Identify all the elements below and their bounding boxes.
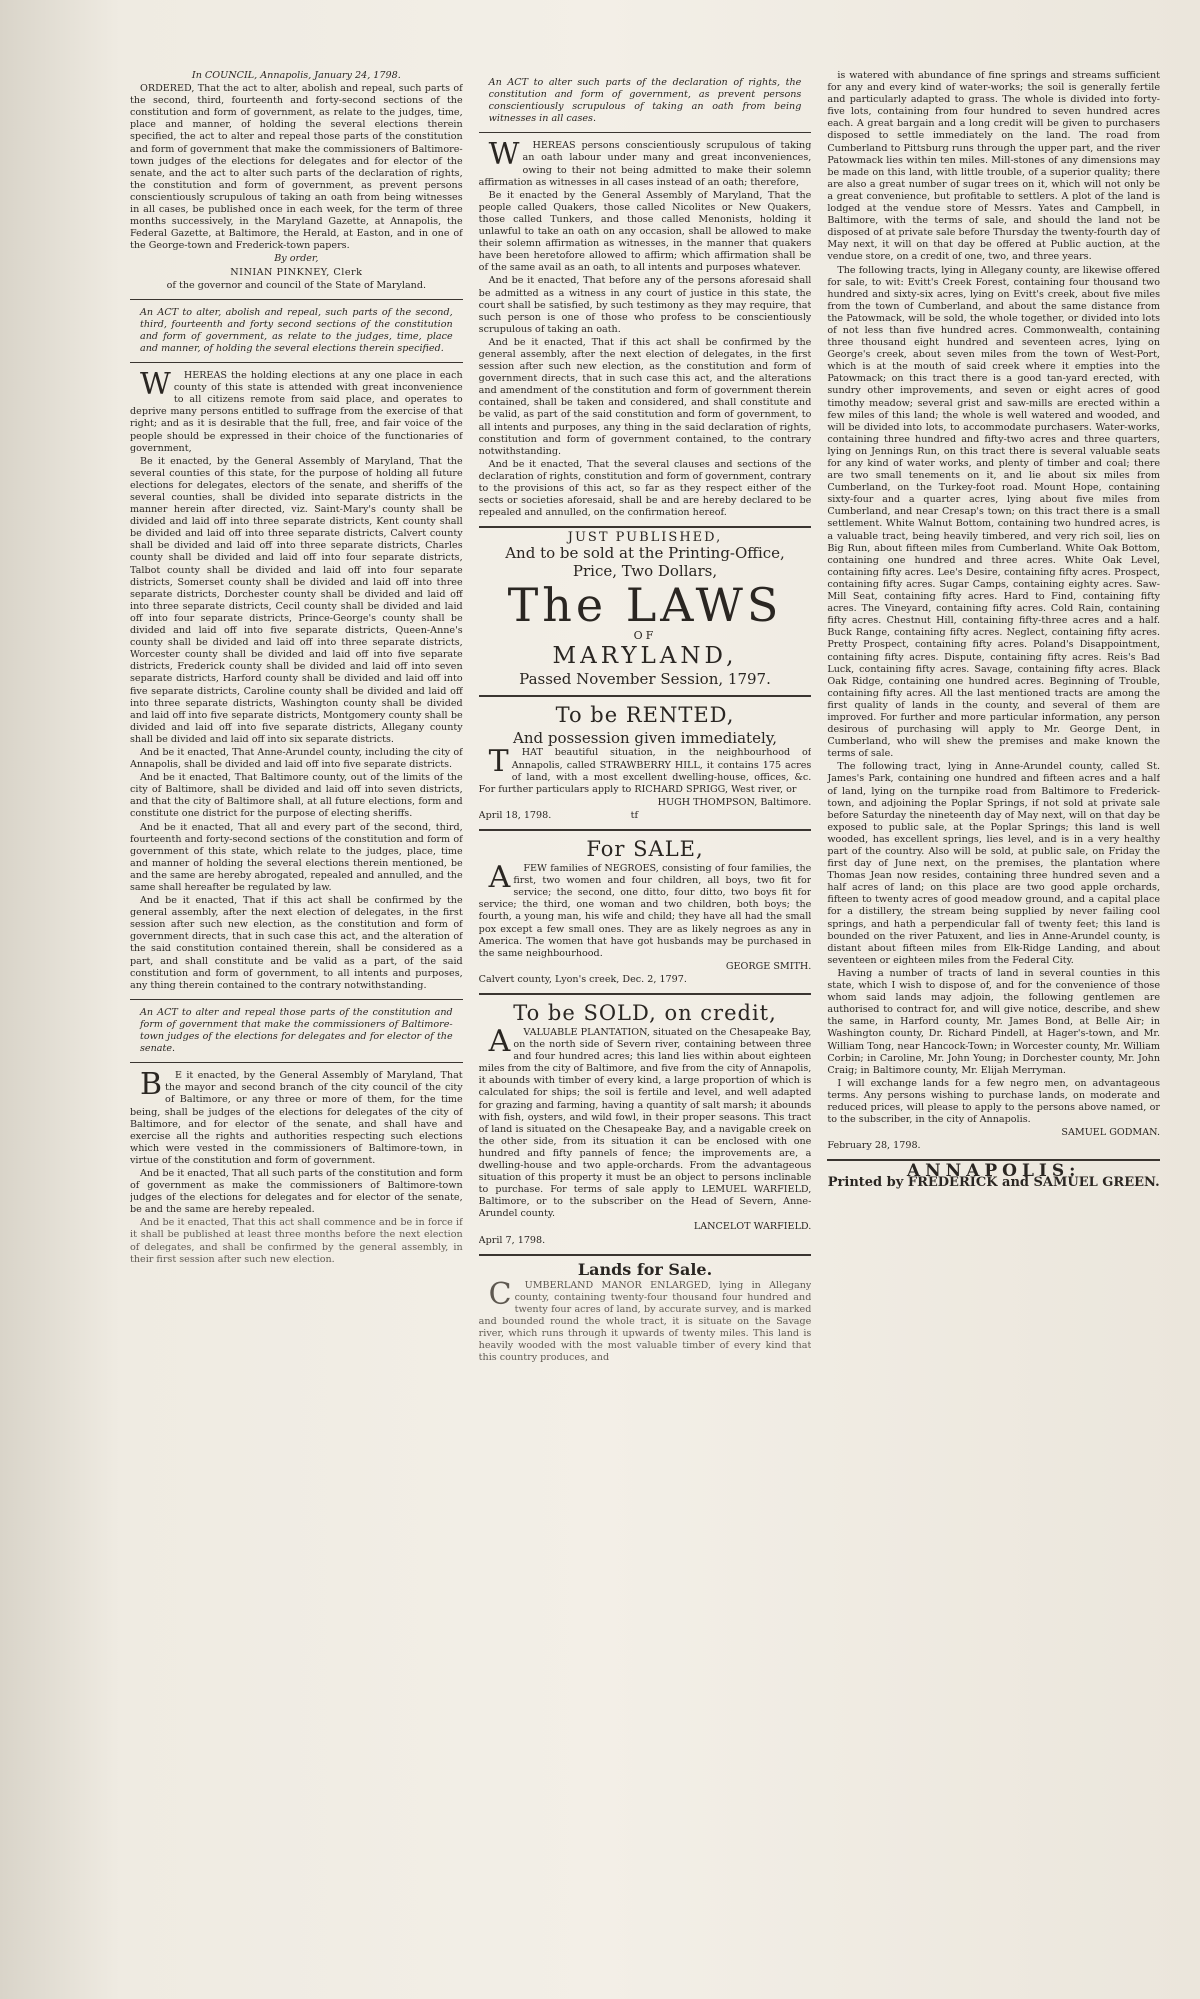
act-paragraph: Be it enacted, by the General Assembly of Maryland, That the several counties of this state, for the purpose of holding all future elections for delegates, electors of the senate, and sheriffs of the several counties, shall be divided into separate districts in the manner herein after directed, viz. Saint-Mary's county shall be divided and laid off into three separate districts, Kent county shall be divided and laid off into three separate districts, Calvert county shall be divided and laid off into three separate districts, Charles county shall be divided and laid off into four separate districts, Talbot county shall be divided and laid off into four separate districts, Somerset county shall be divided and laid off into three separate districts, Dorchester county shall be divided and laid off into three separate districts, Cecil county shall be divided and laid off into four separate districts, Prince-George's county shall be divided and laid off into five separate districts, Queen-Anne's county shall be divided and laid off into three separate districts, Worcester county shall be divided and laid off into five separate districts, Frederick county shall be divided and laid off into seven separate districts, Harford county shall be divided and laid off into five separate districts, Caroline county shall be divided and laid off into three separate districts, Washington county shall be divided and laid off into five separate districts, Montgomery county shall be divided and laid off into five separate districts, Allegany county shall be divided and laid off into six separate districts. (130, 455, 463, 745)
act-paragraph-text: HEREAS the holding elections at any one place in each county of this state is attended with great inconvenience to all citizens remote from said place, and operates to deprive many persons entitled to suffrage from the exercise of that right; and as it is desirable that the full, free, and fair voice of the people should be expressed in their choice of the functionaries of government, (130, 370, 463, 454)
laws-ad-session: Passed November Session, 1797. (519, 670, 771, 689)
rent-ad-heading: To be RENTED, (555, 703, 735, 728)
godman-signer: SAMUEL GODMAN. (1061, 1127, 1161, 1139)
laws-ad-title: The LAWS (507, 578, 783, 633)
act-paragraph: And be it enacted, That if this act shall be confirmed by the general assembly, after the next election of delegates, in the first session after such new election, as the constitution and form of government directs, that in such case this act, and the alteration of the said constitution contained therein, shall be considered as a part, and shall constitute and be valid as a part, of the said constitution and form of government, to all intents and purposes, any thing therein contained to the contrary notwithstanding. (130, 895, 463, 991)
lands-ad-heading: Lands for Sale. (577, 1259, 713, 1279)
act-paragraph-text: E it enacted, by the General Assembly of Maryland, That the mayor and second branch of the city council of the city of Baltimore, or any three or more of them, for the time being, shall be judges of the elections for delegates of the city of Baltimore, and for elector of the senate, and shall have and exercise all the rights and authorities respecting such elections which were vested in the commissioners of Baltimore-town, in virtue of the constitution and form of government. (130, 1070, 463, 1166)
rent-ad-signer: HUGH THOMPSON, Baltimore. (657, 796, 812, 808)
sale-ad-signer: GEORGE SMITH. (725, 960, 812, 972)
clerk-title: of the governor and council of the State of Maryland. (166, 279, 427, 291)
act-paragraph (130, 1067, 463, 1167)
clerk-signature: NINIAN PINKNEY, Clerk (230, 266, 363, 278)
act-paragraph: And be it enacted, That this act shall commence and be in force if it shall be published at least three months before the next election of delegates, and shall be confirmed by the general assembly, in their first session after such new election. (130, 1217, 463, 1265)
divider (130, 999, 463, 1000)
laws-ad-line1: JUST PUBLISHED, (567, 530, 723, 546)
sold-ad-heading: To be SOLD, on credit, (513, 1000, 777, 1025)
sold-ad-date: April 7, 1798. (478, 1234, 546, 1246)
rent-ad-date: April 18, 1798. tf (478, 809, 638, 821)
sale-ad-body-text: FEW families of NEGROES, consisting of four families, the first, two women and four children, all boys, two fit for service; the second, one ditto, four ditto, two boys fit for service; the third, one woman and two children, both boys; the fourth, a young man, his wife and child; they have all had the small pox except a few small ones. They are as likely negroes as any in America. The women that have got husbands may be purchased in the same neighbourhood. (478, 863, 812, 959)
sale-advertisement (479, 835, 812, 986)
rent-ad-body-text: HAT beautiful situation, in the neighbourhood of Annapolis, called STRAWBERRY HILL, it contains 175 acres of land, with a most excellent dwelling-house, offices, &c. For further particulars apply to RICHARD SPRIGG, West river, or (478, 747, 812, 795)
drop-cap: W (488, 137, 520, 173)
act-paragraph (130, 367, 463, 455)
act-title: An ACT to alter, abolish and repeal, such parts of the second, third, fourteenth and forty second sections of the constitution and form of government, as relate to the judges, time, place and manner, of holding the several elections therein specified. (140, 306, 453, 354)
column-3 (827, 70, 1160, 1960)
lands-advertisement (479, 1260, 812, 1365)
sale-ad-body (478, 860, 812, 960)
drop-cap: T (488, 744, 509, 780)
sold-ad-signer: LANCELOT WARFIELD. (693, 1221, 812, 1233)
lands-ad-body-text: UMBERLAND MANOR ENLARGED, lying in Allegany county, containing twenty-four thousand four hundred and twenty four acres of land, by accurate survey, and is marked and bounded round the whole tract, it is situate on the Savage river, which runs through it upwards of twenty miles. This land is heavily wooded with the most valuable timber of every kind that this country produces, and (478, 1279, 812, 1364)
laws-ad-line2: And to be sold at the Printing-Office, (505, 544, 785, 563)
lands-park: The following tract, lying in Anne-Arundel county, called St. James's Park, containing one hundred and fifteen acres and a half of land, lying on the turnpike road from Baltimore to Frederick-town, and adjoining the Poplar Springs, if not sold at private sale before Saturday the nineteenth day of May next, will on that day be exposed to public sale, at the Poplar Springs; this land is well wooded, has excellent springs, lies level, and is in a very healthy part of the country. Also will be sold, at public sale, on Friday the first day of June next, on the premises, the plantation where Thomas Jean now resides, containing three hundred seven and a half acres of land; on this place are two good apple orchards, fifteen to twenty acres of good meadow ground, and a capital place for a distillery, the stream being supplied by never failing cool springs, and hath a perpendicular fall of twenty feet; this land is bounded on the river Patuxent, and lies in Anne-Arundel county, is distant about fifteen miles from Elk-Ridge Landing, and about seventeen or eighteen miles from the Federal City. (827, 761, 1161, 966)
lands-continued: is watered with abundance of fine springs and streams sufficient for any and every kind of water-works; the soil is generally fertile and particularly adapted to grass. The whole is divided into forty-five lots, containing from four hundred to seven hundred acres each. A great bargain and a long credit will be given to purchasers disposed to settle immediately on the land. The road from Cumberland to Pittsburg runs through the upper part, and the river Patowmack lies within ten miles. Mill-stones of any dimensions may be made on this land, with little trouble, of a superior quality; there are also a great number of sugar trees on it, which will not only be a great convenience, but profitable to settlers. A plot of the land is lodged at the vendue store of Messrs. Yates and Campbell, in Baltimore, with the terms of sale, and should the land not be disposed of at private sale before Thursday the twenty-fourth day of May next, it will on that day be offered at Public auction, at the vendue store, on a credit of one, two, and three years. (827, 70, 1161, 263)
rent-ad-subheading: And possession given immediately, (512, 729, 778, 748)
column-2 (479, 70, 812, 1960)
drop-cap: C (488, 1276, 512, 1312)
act-paragraph: And be it enacted, That Anne-Arundel county, including the city of Annapolis, shall be divided and laid off into five separate districts. (130, 746, 463, 771)
act-paragraph: And be it enacted, That all such parts of the constitution and form of government as make the commissioners of Baltimore-town judges of the elections for delegates and for elector of the senate, be and the same are hereby repealed. (130, 1167, 463, 1216)
act-title: An ACT to alter and repeal those parts of the constitution and form of government that make the commissioners of Baltimore-town judges of the elections for delegates and for elector of the senate. (140, 1006, 453, 1055)
council-order: ORDERED, That the act to alter, abolish and repeal, such parts of the second, third, fourteenth and forty-second sections of the constitution and form of government, as relate to the judges, time, place and manner, of holding the several elections therein specified, the act to alter and repeal those parts of the constitution and form of government that make the commissioners of Baltimore-town judges of the elections for delegates and for elector of the senate, and the act to alter such parts of the declaration of rights, the constitution and form of government, as prevent persons conscientiously scrupulous of taking an oath from being witnesses in all cases, be published once in each week, for the term of three months successively, in the Maryland Gazette, at Annapolis, the Federal Gazette, at Baltimore, the Herald, at Easton, and in one of the George-town and Frederick-town papers. (130, 83, 463, 252)
drop-cap: A (488, 1023, 511, 1059)
sold-advertisement (479, 999, 812, 1247)
column-1 (130, 70, 463, 1960)
sale-ad-heading: For SALE, (586, 837, 704, 862)
divider (479, 829, 812, 831)
act-paragraph: And be it enacted, That if this act shall be confirmed by the general assembly, after the next election of delegates, in the first session after such new election, as the constitution and form of government directs, that in such case this act, and the alterations and amendment of the constitution and form of government therein contained, shall be taken and considered, and shall constitute and be valid, as part of the said constitution and form of government, to all intents and purposes, any thing in the said declaration of rights, constitution and form of government contained, to the contrary notwithstanding. (478, 336, 812, 457)
laws-ad-state: MARYLAND, (552, 643, 738, 670)
act-paragraph: And be it enacted, That Baltimore county, out of the limits of the city of Baltimore, shall be divided and laid off into seven districts, and that the city of Baltimore shall, at all future elections, form and constitute one district for the purpose of electing sheriffs. (130, 772, 463, 820)
act-paragraph-text: HEREAS persons conscientiously scrupulous of taking an oath labour under many and great inconveniences, owing to their not being admitted to make their solemn affirmation as witnesses in all cases instead of an oath; therefore, (478, 140, 812, 188)
rent-advertisement (479, 701, 812, 822)
drop-cap: W (140, 367, 171, 403)
divider (130, 362, 463, 363)
rent-ad-body (478, 744, 812, 795)
imprint-printer: Printed by FREDERICK and SAMUEL GREEN. (827, 1175, 1160, 1191)
divider (479, 1254, 812, 1256)
laws-advertisement (479, 532, 812, 688)
laws-ad-price: Price, Two Dollars, (572, 562, 718, 581)
lands-agents: Having a number of tracts of land in several counties in this state, which I wish to dispose of, and for the convenience of those whom said lands may adjoin, the following gentlemen are authorised to contract for, and will give notice, describe, and shew the same, in Harford county, Mr. James Bond, at Belle Air; in Washington county, Dr. Richard Pindell, at Hager's-town, and Mr. William Tong, near Hancock-Town; in Worcester county, Mr. William Corbin; in Caroline, Mr. John Young; in Dorchester county, Mr. John Craig; in Baltimore county, Mr. Elijah Merryman. (827, 967, 1161, 1076)
divider (479, 526, 812, 528)
lands-exchange: I will exchange lands for a few negro men, on advantageous terms. Any persons wishing to purchase lands, on moderate and reduced prices, will please to apply to the persons above named, or to the subscriber, in the city of Annapolis. (827, 1077, 1161, 1126)
act-paragraph: And be it enacted, That the several clauses and sections of the declaration of rights, constitution and form of government, contrary to the provisions of this act, so far as they respect either of the sects or societies aforesaid, shall be and are hereby declared to be repealed and annulled, on the confirmation hereof. (478, 458, 812, 519)
laws-ad-of: OF (633, 629, 657, 643)
act-paragraph (478, 137, 812, 188)
divider (130, 1062, 463, 1063)
divider (130, 299, 463, 300)
by-order: By order, (274, 253, 319, 265)
act-paragraph: And be it enacted, That before any of the persons aforesaid shall be admitted as a witness in any court of justice in this state, the court shall be satisfied, by such testimony as they may require, that such person is one of those who profess to be conscientiously scrupulous of taking an oath. (478, 275, 812, 335)
sold-ad-body (478, 1023, 812, 1221)
sold-ad-body-text: VALUABLE PLANTATION, situated on the Chesapeake Bay, on the north side of Severn river, containing between three and four hundred acres; this land lies within about eighteen miles from the city of Baltimore, and five from the city of Annapolis, it abounds with timber of every kind, a large proportion of which is calculated for ships; the soil is fertile and level, and well adapted for grazing and farming, having a quantity of salt marsh; it abounds with fish, oysters, and wild fowl, in their proper seasons. This tract of land is situated on the Chesapeake Bay, and a navigable creek on the other side, from its situation it can be enclosed with one hundred and fifty pannels of fence; the improvements are, a dwelling-house and two apple-orchards. From the advantageous situation of this property it must be an object to persons inclinable to purchase. For terms of sale apply to LEMUEL WARFIELD, Baltimore, or to the subscriber on the Head of Severn, Anne-Arundel county. (478, 1026, 812, 1220)
sale-ad-date: Calvert county, Lyon's creek, Dec. 2, 1797. (478, 973, 687, 985)
act-title: An ACT to alter such parts of the declaration of rights, the constitution and form of government, as prevent persons conscientiously scrupulous of taking an oath from being witnesses in all cases. (488, 77, 802, 125)
drop-cap: A (488, 860, 511, 896)
drop-cap: B (140, 1067, 163, 1103)
lands-ad-body (478, 1276, 812, 1365)
council-dateline: In COUNCIL, Annapolis, January 24, 1798. (191, 70, 401, 81)
imprint-city: ANNAPOLIS: (906, 1161, 1081, 1182)
act-paragraph: And be it enacted, That all and every part of the second, third, fourteenth and forty-second sections of the constitution and form of government of this state, which relate to the judges, place, time and manner of holding the several elections therein mentioned, be and the same are hereby abrogated, repealed and annulled, and the same shall hereafter be regulated by law. (130, 821, 463, 893)
act-paragraph: Be it enacted by the General Assembly of Maryland, That the people called Quakers, those called Nicolites or New Quakers, those called Tunkers, and those called Menonists, holding it unlawful to take an oath on any occasion, shall be allowed to make their solemn affirmation as witnesses, in the manner that quakers have been heretofore allowed to affirm; which affirmation shall be of the same avail as an oath, to all intents and purposes whatever. (478, 189, 812, 274)
divider (479, 993, 812, 995)
lands-tracts: The following tracts, lying in Allegany county, are likewise offered for sale, to wit: Evitt's Creek Forest, containing four thousand two hundred and sixty-six acres, lying on Evitt's creek, about five miles from the town of Cumberland, and about the same distance from the Patowmack, will be sold, the whole together, or divided into lots of not less than five hundred acres. Commonwealth, containing three thousand eight hundred and seventeen acres, lying on George's creek, about seven miles from the town of West-Port, which is at the mouth of said creek where it empties into the Patowmack; on this tract there is a good tan-yard erected, with sundry other improvements, and seven or eight acres of good timothy meadow; several grist and saw-mills are erected within a few miles of this land; the whole is well watered and wooded, and will be divided into lots, to accommodate purchasers. Water-works, containing three hundred and fifty-two acres and three quarters, lying on Jennings Run, on this tract there is several valuable seats for any kind of water works, and plenty of timber and coal; there are two small tenements on it, and lie about six miles from Cumberland, on the Turkey-foot road. Mount Hope, containing sixty-four and a quarter acres, lying about five miles from Cumberland, and near Cresap's town; on this tract there is a small settlement. White Walnut Bottom, containing two hundred acres, is a valuable tract, being heavily timbered, and very rich soil, lies on Big Run, about fifteen miles from Cumberland. White Oak Bottom, containing one hundred and three acres. White Oak Level, containing fifty acres. Lee's Desire, containing fifty acres. Prospect, containing fifty acres. Sugar Camps, containing eighty acres. Saw-Mill Seat, containing fifty acres. Hard to Find, containing fifty acres. The Vineyard, containing fifty acres. Cold Rain, containing fifty acres. Chestnut Hill, containing fifty-three acres and a half. Buck Range, containing fifty acres. Neglect, containing fifty acres. Pretty Prospect, containing fifty acres. Poland's Disappointment, containing fifty acres. Dispute, containing fifty acres. Reis's Bad Luck, containing fifty acres. Savage, containing fifty acres. Black Oak Ridge, containing one hundred acres. Beginning of Trouble, containing fifty acres. All the last mentioned tracts are among the first quality of lands in the county, and several of them are improved. For further and more particular information, any person desirous of purchasing will apply to Mr. George Dent, in Cumberland, who will shew the premises and make known the terms of sale. (827, 264, 1161, 760)
divider (479, 132, 812, 133)
divider (479, 695, 812, 697)
godman-date: February 28, 1798. (827, 1140, 921, 1152)
